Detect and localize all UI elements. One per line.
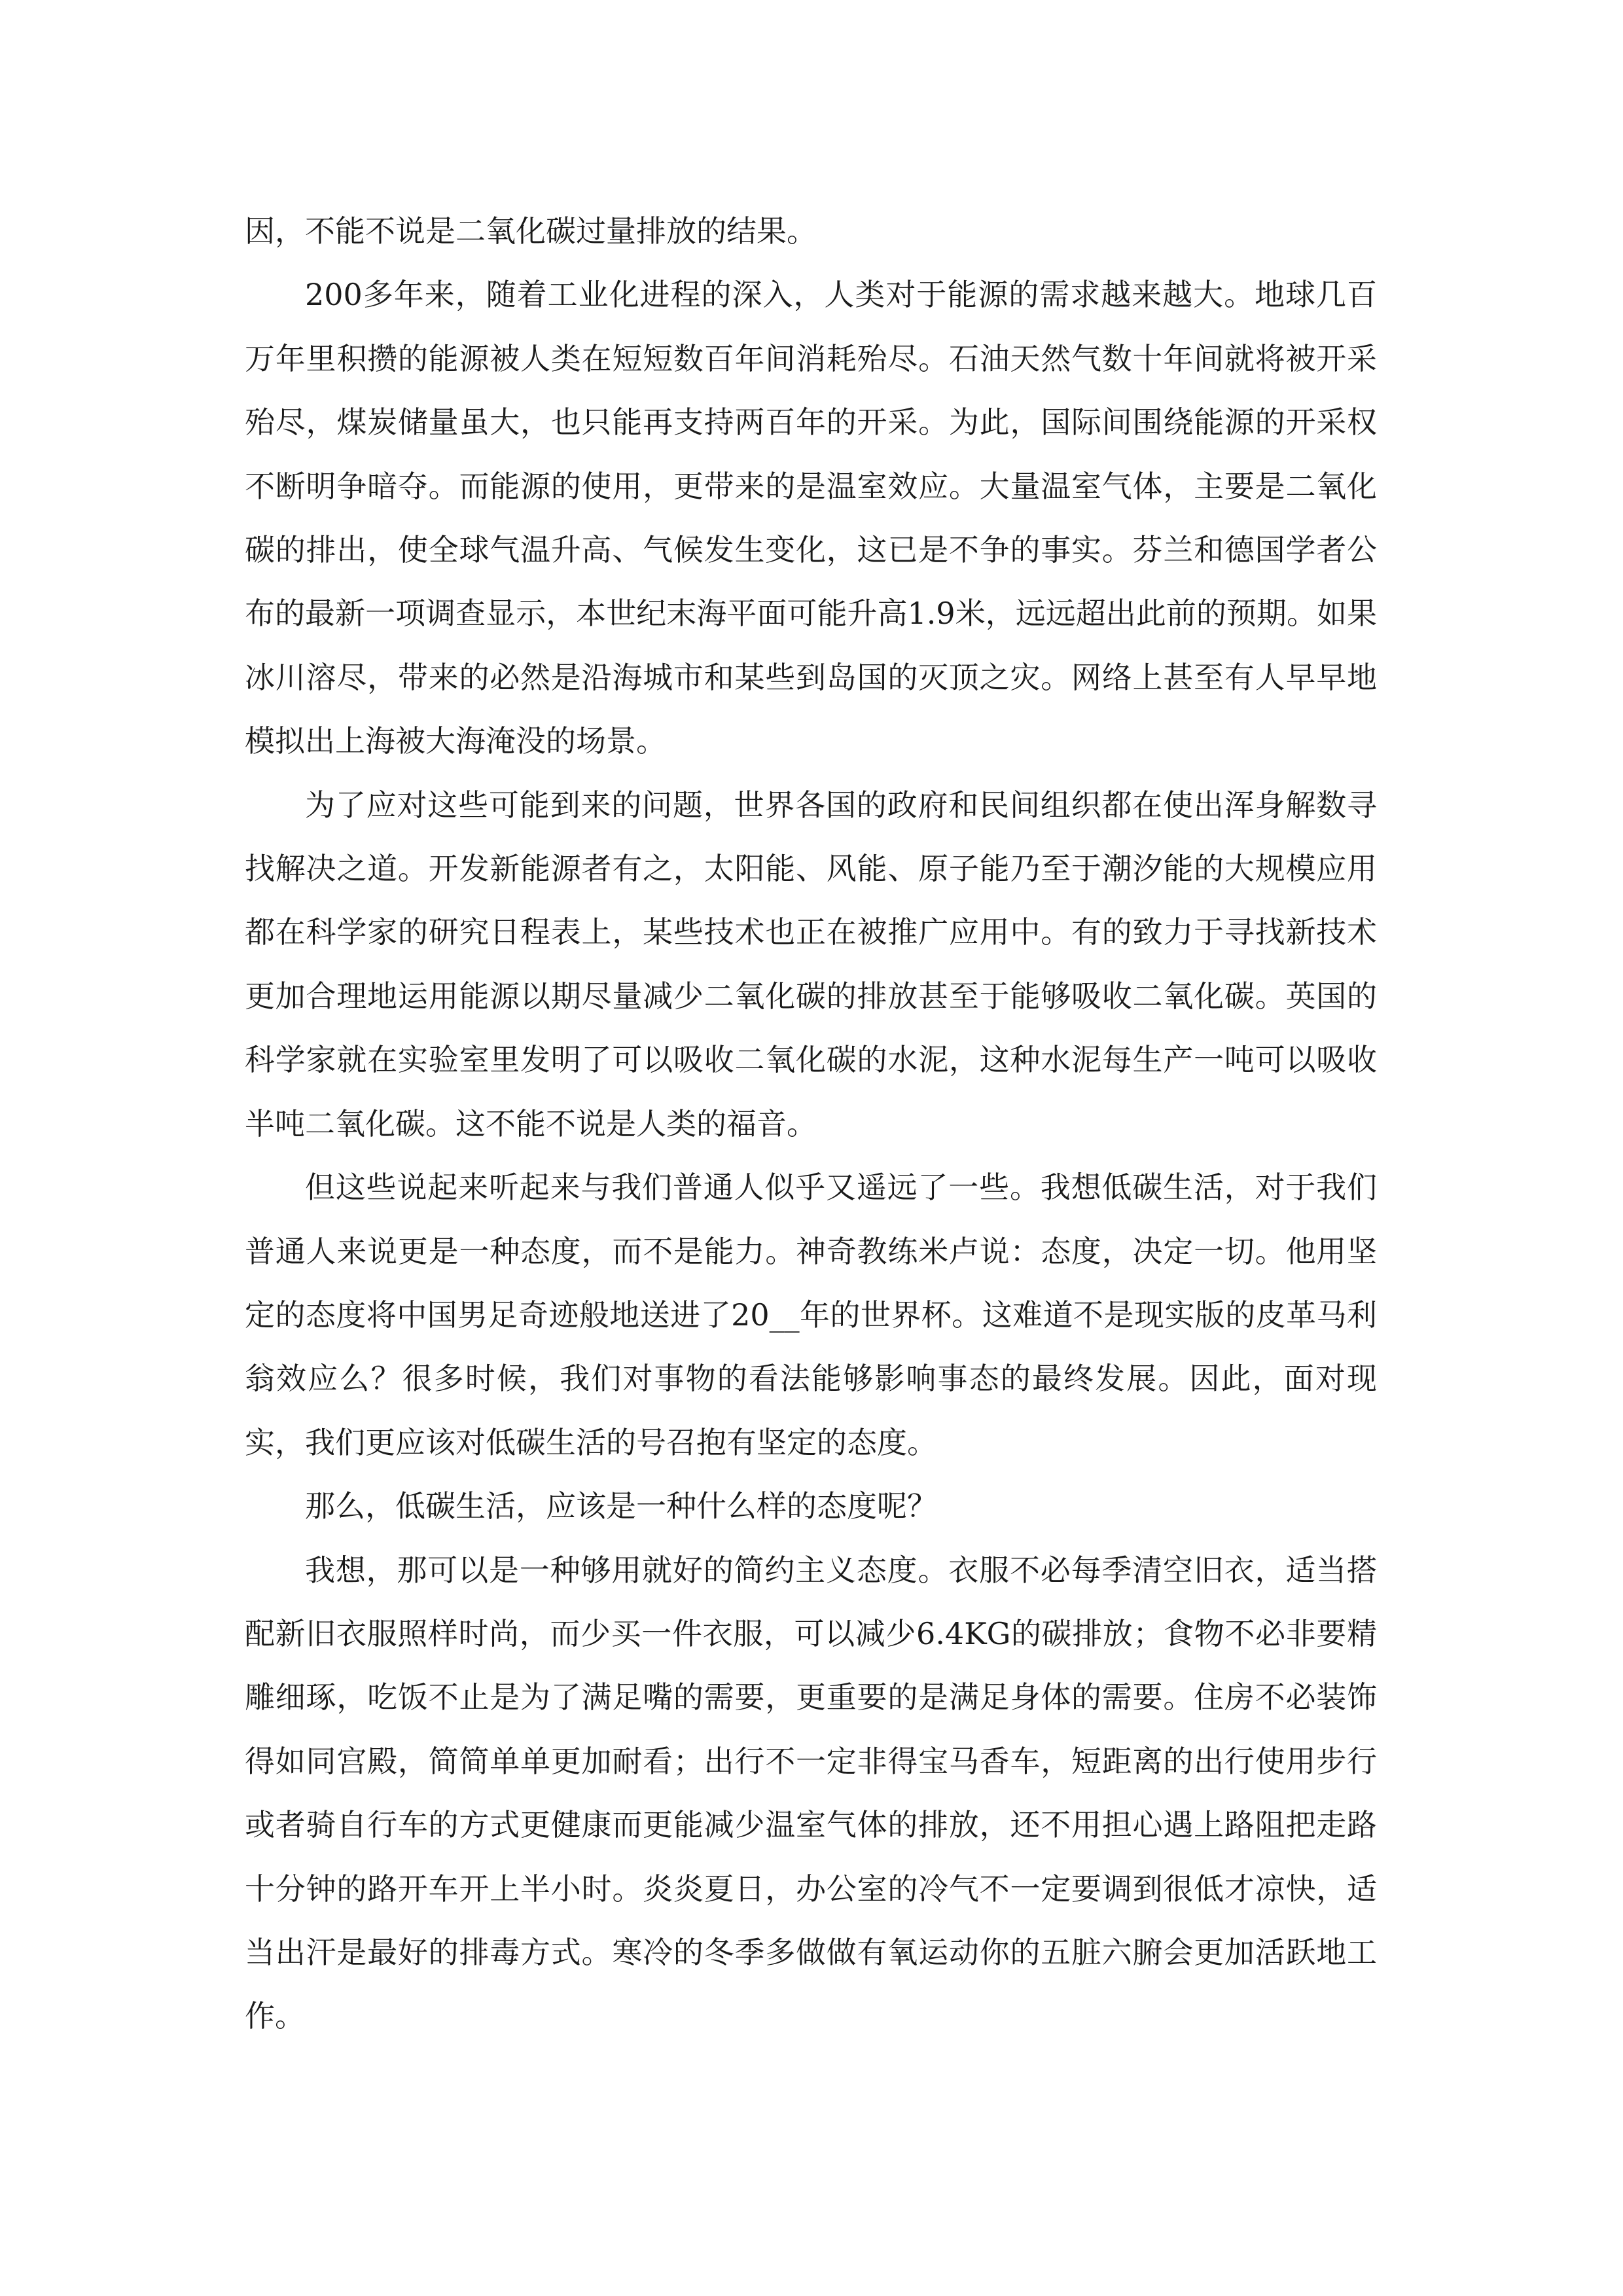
paragraph: 但这些说起来听起来与我们普通人似乎又遥远了一些。我想低碳生活，对于我们普通人来说更是一种态度，而不是能力。神奇教练米卢说：态度，决定一切。他用坚定的态度将中国男足奇迹般地送进了20__年的世界杯。这难道不是现实版的皮革马利翁效应么？很多时候，我们对事物的看法能够影响事态的最终发展。因此，面对现实，我们更应该对低碳生活的号召抱有坚定的态度。 [245,1170,1377,1460]
paragraph: 我想，那可以是一种够用就好的简约主义态度。衣服不必每季清空旧衣，适当搭配新旧衣服照样时尚，而少买一件衣服，可以减少6.4KG的碳排放；食物不必非要精雕细琢，吃饭不止是为了满足嘴的需要，更重要的是满足身体的需要。住房不必装饰得如同宫殿，简简单单更加耐看；出行不一定非得宝马香车，短距离的出行使用步行或者骑自行车的方式更健康而更能减少温室气体的排放，还不用担心遇上路阻把走路十分钟的路开车开上半小时。炎炎夏日，办公室的冷气不一定要调到很低才凉快，适当出汗是最好的排毒方式。寒冷的冬季多做做有氧运动你的五脏六腑会更加活跃地工作。 [245,1552,1377,2034]
paragraph: 那么，低碳生活，应该是一种什么样的态度呢？ [305,1488,937,1524]
body-text [245,200,1377,2049]
paragraph: 200多年来，随着工业化进程的深入，人类对于能源的需求越来越大。地球几百万年里积攒的能源被人类在短短数百年间消耗殆尽。石油天然气数十年间就将被开采殆尽，煤炭储量虽大，也只能再支持两百年的开采。为此，国际间围绕能源的开采权不断明争暗夺。而能源的使用，更带来的是温室效应。大量温室气体，主要是二氧化碳的排出，使全球气温升高、气候发生变化，这已是不争的事实。芬兰和德国学者公布的最新一项调查显示，本世纪末海平面可能升高1.9米，远远超出此前的预期。如果冰川溶尽，带来的必然是沿海城市和某些到岛国的灭顶之灾。网络上甚至有人早早地模拟出上海被大海淹没的场景。 [245,277,1377,759]
paragraph: 为了应对这些可能到来的问题，世界各国的政府和民间组织都在使出浑身解数寻找解决之道。开发新能源者有之，太阳能、风能、原子能乃至于潮汐能的大规模应用都在科学家的研究日程表上，某些技术也正在被推广应用中。有的致力于寻找新技术更加合理地运用能源以期尽量减少二氧化碳的排放甚至于能够吸收二氧化碳。英国的科学家就在实验室里发明了可以吸收二氧化碳的水泥，这种水泥每生产一吨可以吸收半吨二氧化碳。这不能不说是人类的福音。 [245,787,1377,1141]
paragraph-continuation: 因，不能不说是二氧化碳过量排放的结果。 [245,213,817,249]
